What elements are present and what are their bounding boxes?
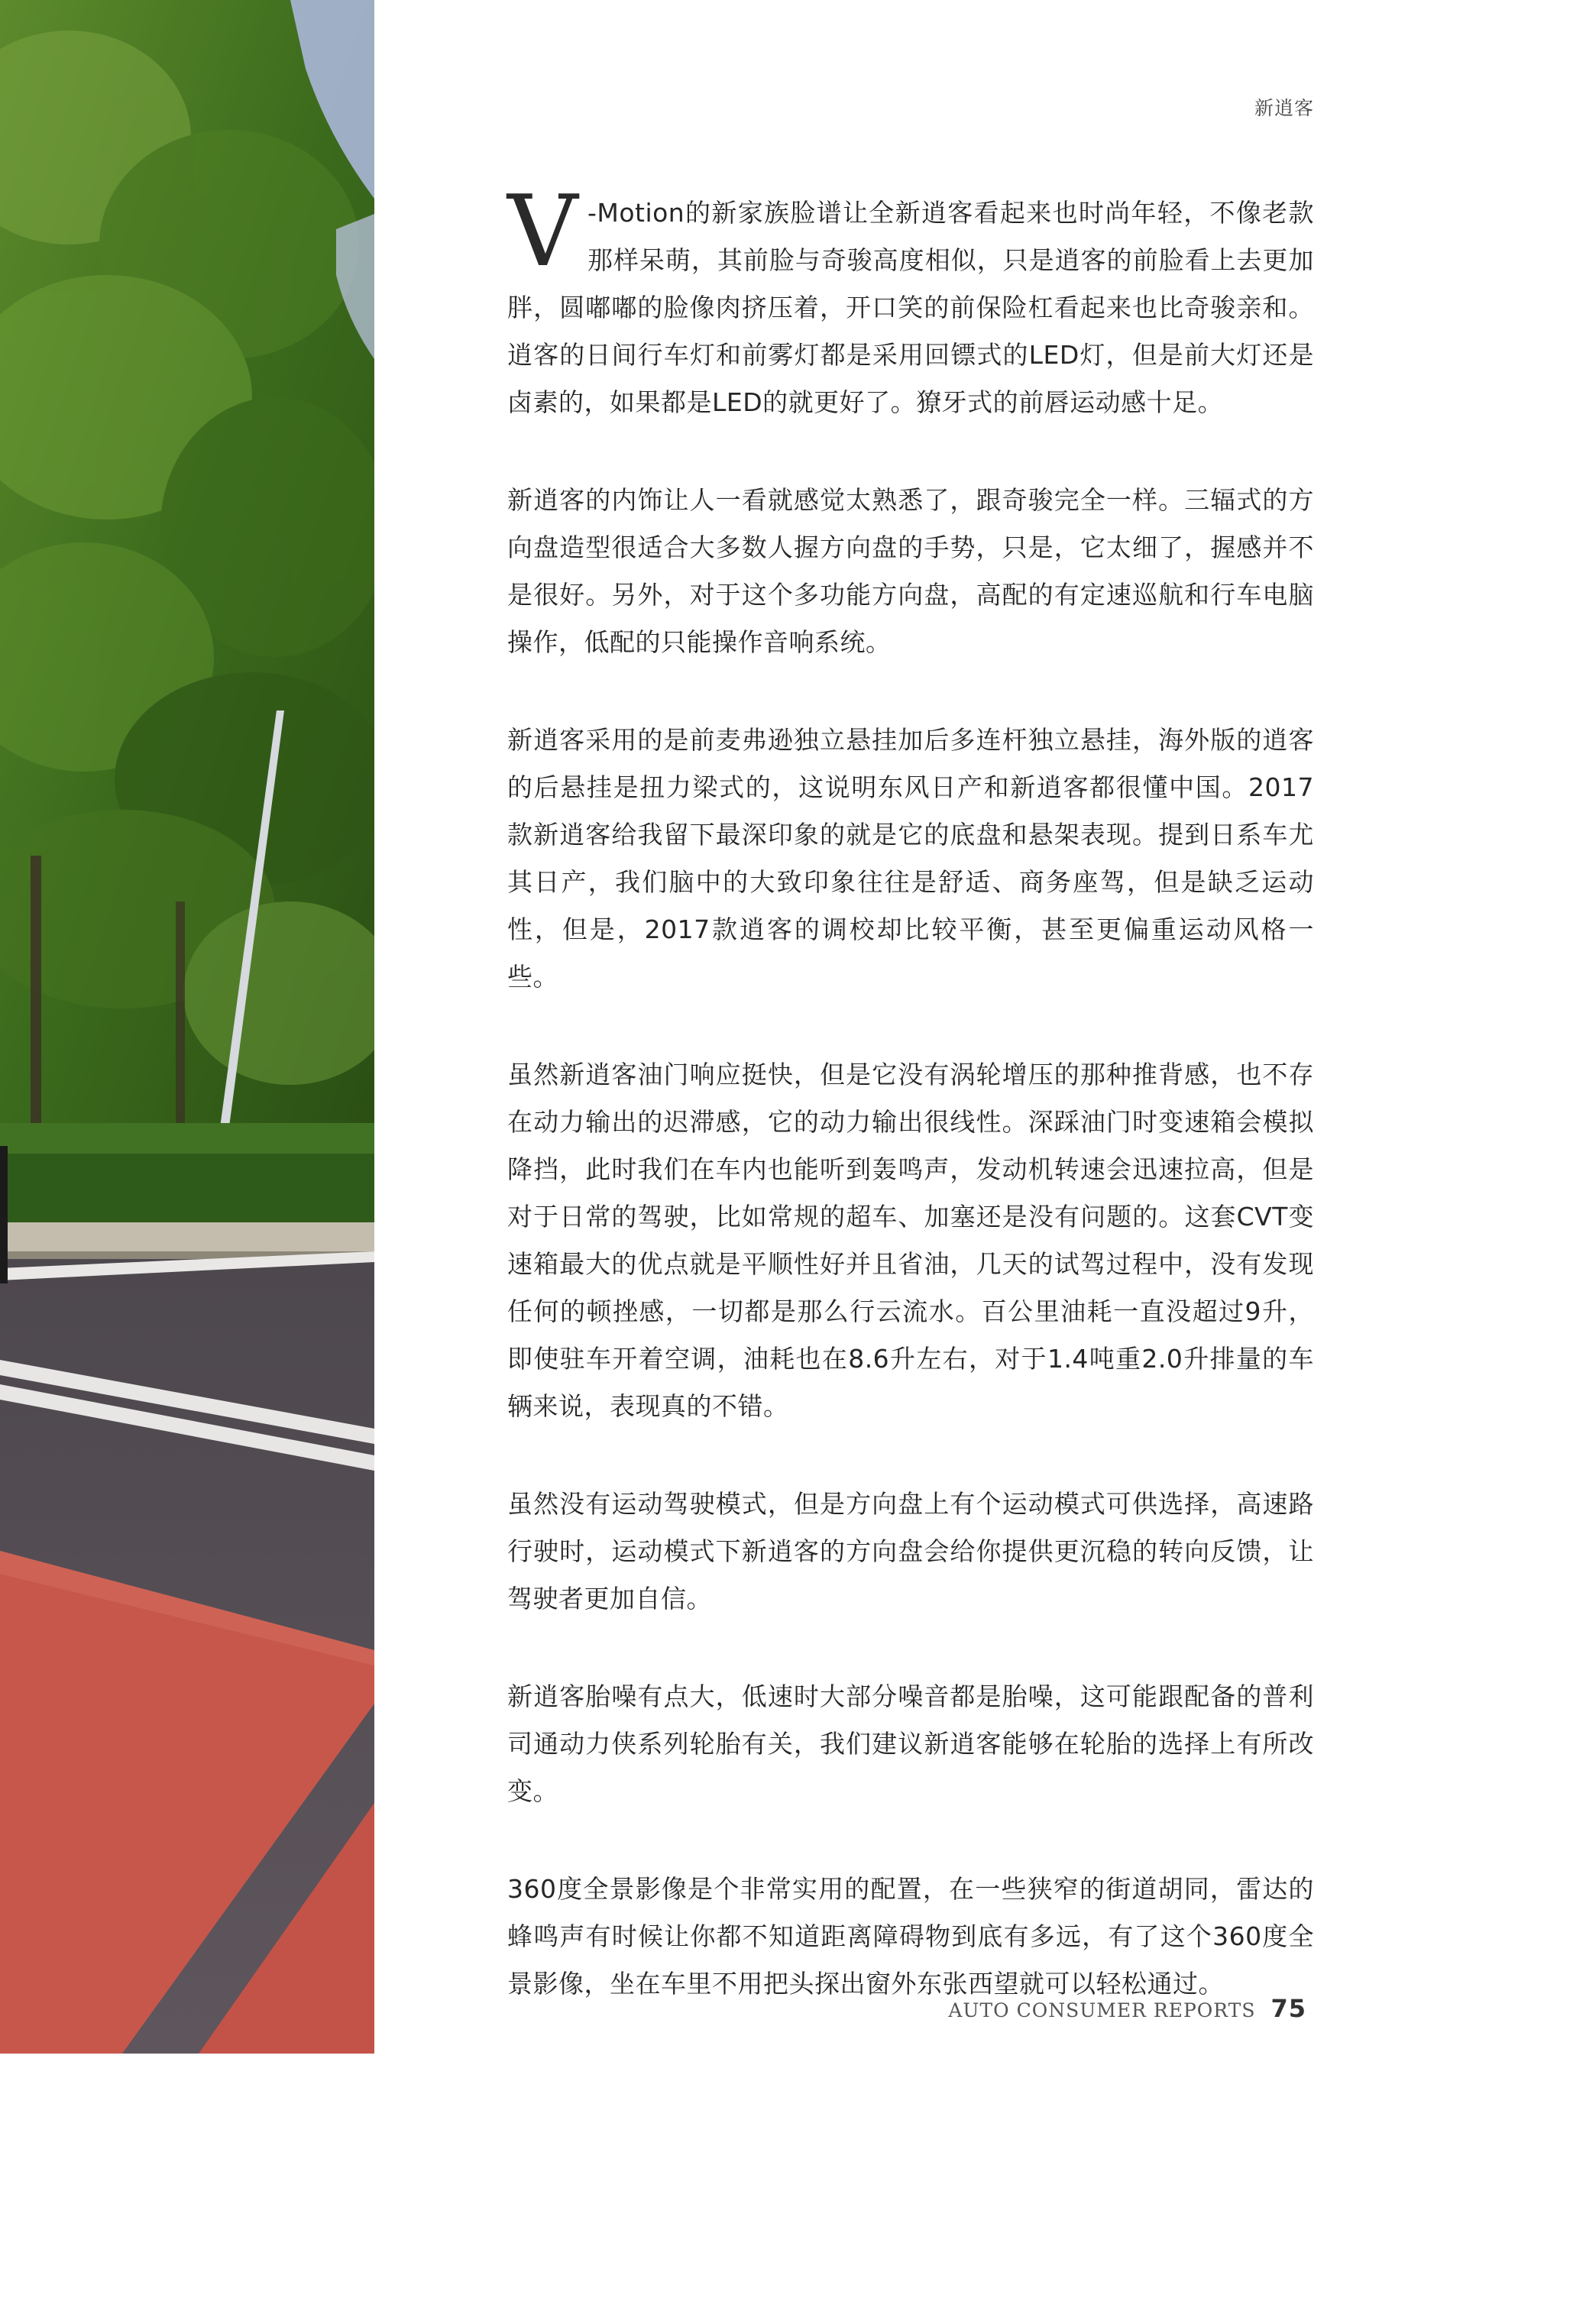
paragraph-360-camera: 360度全景影像是个非常实用的配置，在一些狭窄的街道胡同，雷达的蜂鸣声有时候让你都不知道距离障碍物到底有多远，有了这个360度全景影像，坐在车里不用把头探出窗外东张西望就可以轻松通过。 — [507, 1874, 1314, 1999]
paragraph-powertrain: 虽然新逍客油门响应挺快，但是它没有涡轮增压的那种推背感，也不存在动力输出的迟滞感，它的动力输出很线性。深踩油门时变速箱会模拟降挡，此时我们在车内也能听到轰鸣声，发动机转速会迅速拉高，但是对于日常的驾驶，比如常规的超车、加塞还是没有问题的。这套CVT变速箱最大的优点就是平顺性好并且省油，几天的试驾过程中，没有发现任何的顿挫感，一切都是那么行云流水。百公里油耗一直没超过9升，即使驻车开着空调，油耗也在8.6升左右，对于1.4吨重2.0升排量的车辆来说，表现真的不错。 — [507, 1060, 1314, 1421]
page-footer — [947, 1994, 1306, 2023]
paragraph-tire-noise: 新逍客胎噪有点大，低速时大部分噪音都是胎噪，这可能跟配备的普利司通动力侠系列轮胎有关，我们建议新逍客能够在轮胎的选择上有所改变。 — [507, 1682, 1314, 1806]
paragraph-intro-text: -Motion的新家族脸谱让全新逍客看起来也时尚年轻，不像老款那样呆萌，其前脸与奇骏高度相似，只是逍客的前脸看上去更加胖，圆嘟嘟的脸像肉挤压着，开口笑的前保险杠看起来也比奇骏亲和。逍客的日间行车灯和前雾灯都是采用回镖式的LED灯，但是前大灯还是卤素的，如果都是LED的就更好了。獠牙式的前唇运动感十足。 — [507, 198, 1314, 417]
drop-cap: V — [507, 175, 578, 289]
article-body — [507, 175, 1314, 2058]
paragraph-intro — [507, 175, 1314, 426]
paragraph-interior: 新逍客的内饰让人一看就感觉太熟悉了，跟奇骏完全一样。三辐式的方向盘造型很适合大多数人握方向盘的手势，只是，它太细了，握感并不是很好。另外，对于这个多功能方向盘，高配的有定速巡航和行车电脑操作，低配的只能操作音响系统。 — [507, 485, 1314, 657]
street-photo — [0, 0, 374, 2054]
publication-name: AUTO CONSUMER REPORTS — [948, 1999, 1256, 2021]
paragraph-suspension: 新逍客采用的是前麦弗逊独立悬挂加后多连杆独立悬挂，海外版的逍客的后悬挂是扭力梁式的，这说明东风日产和新逍客都很懂中国。2017款新逍客给我留下最深印象的就是它的底盘和悬架表现。提到日系车尤其日产，我们脑中的大致印象往往是舒适、商务座驾，但是缺乏运动性，但是，2017款逍客的调校却比较平衡，甚至更偏重运动风格一些。 — [507, 725, 1314, 992]
section-header: 新逍客 — [1254, 97, 1314, 119]
paragraph-drive-mode: 虽然没有运动驾驶模式，但是方向盘上有个运动模式可供选择，高速路行驶时，运动模式下新逍客的方向盘会给你提供更沉稳的转向反馈，让驾驶者更加自信。 — [507, 1489, 1314, 1614]
page-number: 75 — [1270, 1994, 1306, 2023]
